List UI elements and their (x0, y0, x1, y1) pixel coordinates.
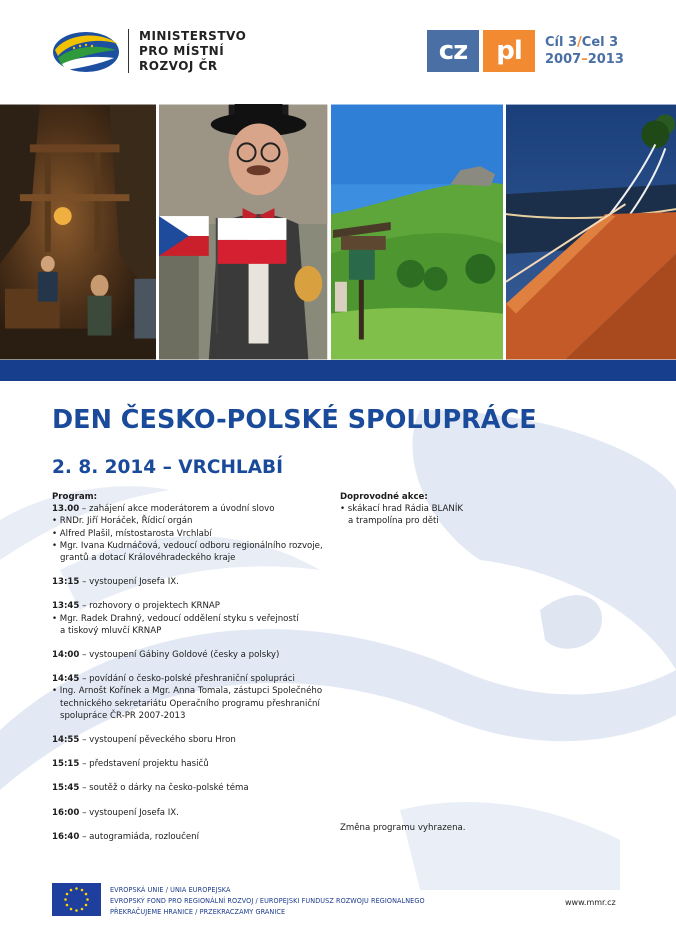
program-subitem: • Mgr. Radek Drahný, vedoucí oddělení styku s veřejností (52, 613, 299, 624)
program-text: – představení projektu hasičů (79, 759, 209, 770)
program-item (52, 673, 342, 722)
program-item (52, 758, 342, 770)
photo-strip (0, 104, 676, 360)
program-subitem: • Mgr. Ivana Kudrnáčová, vedoucí odboru regionálního rozvoje, (52, 540, 323, 551)
program-label: Program: (52, 492, 98, 502)
bridge-photo (506, 104, 676, 360)
ministry-line: MINISTERSTVO (139, 28, 247, 43)
programme-label (545, 34, 624, 68)
program-item (52, 734, 342, 746)
program-item (52, 503, 342, 564)
ministry-divider (128, 29, 129, 73)
ministry-logo (52, 28, 246, 74)
program-subitem: spolupráce ČR-PR 2007-2013 (60, 710, 186, 721)
mmr-emblem-icon (52, 28, 120, 74)
program-time: 15:15 (52, 759, 80, 770)
program-text: – zahájení akce moderátorem a úvodní slovo (79, 504, 275, 515)
program-section (52, 491, 342, 855)
event-date-place: 2. 8. 2014 – VRCHLABÍ (52, 457, 284, 478)
ministry-line: PRO MÍSTNÍ (139, 43, 225, 58)
footer-line: EVROPSKÝ FOND PRO REGIONÁLNÍ ROZVOJ / EUROPEJSKI FUNDUSZ ROZWOJU REGIONALNEGO (110, 896, 425, 905)
program-subitem: • Alfred Plašil, místostarosta Vrchlabí (52, 528, 212, 539)
footer-line: EVROPSKÁ UNIE / UNIA EUROPEJSKA (110, 885, 231, 894)
blue-band (0, 360, 676, 381)
program-item (52, 807, 342, 819)
hill-sign-photo (331, 104, 503, 360)
page-title: DEN ČESKO-POLSKÉ SPOLUPRÁCE (52, 405, 537, 435)
mine-photo (0, 104, 156, 360)
program-time: 13.00 (52, 504, 80, 515)
cil-text: Cíl 3 (545, 35, 578, 50)
program-text: – rozhovory o projektech KRNAP (79, 601, 220, 612)
program-time: 14:55 (52, 735, 80, 746)
cil-slash: / (577, 35, 582, 50)
program-subitem: technického sekretariátu Operačního programu přeshraniční (60, 698, 320, 709)
program-time: 15:45 (52, 783, 80, 794)
program-text: – vystoupení Josefa IX. (79, 807, 179, 818)
side-item: • skákací hrad Rádia BLANÍK (340, 504, 463, 515)
years-end: 2013 (587, 52, 624, 67)
ministry-line: ROZVOJ ČR (139, 58, 218, 73)
program-item (52, 576, 342, 588)
pl-badge: pl (483, 30, 535, 72)
program-text: – soutěž o dárky na česko-polské téma (79, 783, 249, 794)
cz-badge: cz (427, 30, 479, 72)
program-time: 16:00 (52, 807, 80, 818)
years-start: 2007 (545, 52, 582, 67)
eu-funding-text (110, 884, 425, 917)
czpl-logo (427, 30, 624, 72)
program-text: – vystoupení pěveckého sboru Hron (79, 735, 236, 746)
program-item (52, 831, 342, 843)
program-subitem: • Ing. Arnošt Kořínek a Mgr. Anna Tomala, zástupci Společného (52, 686, 323, 697)
footer-line: PŘEKRAČUJEME HRANICE / PRZEKRACZAMY GRANICE (110, 907, 286, 916)
program-time: 13:15 (52, 577, 80, 588)
program-item (52, 600, 342, 637)
program-text: – vystoupení Gábiny Goldové (česky a polsky) (79, 650, 280, 661)
ministry-name (139, 29, 246, 74)
side-label: Doprovodné akce: (340, 492, 428, 502)
program-time: 14:45 (52, 674, 80, 685)
side-item: a trampolína pro děti (348, 516, 439, 527)
program-subitem: grantů a dotací Královéhradeckého kraje (60, 553, 236, 564)
program-subitem: • RNDr. Jiří Horáček, Řídicí orgán (52, 516, 193, 527)
side-activities (340, 491, 540, 528)
eu-flag-icon (52, 883, 101, 916)
program-time: 13:45 (52, 601, 80, 612)
program-text: – povídání o česko-polské přeshraniční spolupráci (79, 674, 295, 685)
man-with-flags-photo (159, 104, 327, 360)
years-dash: – (581, 52, 588, 67)
program-time: 16:40 (52, 831, 80, 842)
program-change-note: Změna programu vyhrazena. (340, 823, 466, 833)
program-subitem: a tiskový mluvčí KRNAP (60, 625, 162, 636)
website-link[interactable]: www.mmr.cz (565, 898, 616, 907)
program-item (52, 782, 342, 794)
program-text: – autogramiáda, rozloučení (79, 831, 199, 842)
cel-text: Cel 3 (581, 35, 619, 50)
program-text: – vystoupení Josefa IX. (79, 577, 179, 588)
program-time: 14:00 (52, 650, 80, 661)
program-item (52, 649, 342, 661)
